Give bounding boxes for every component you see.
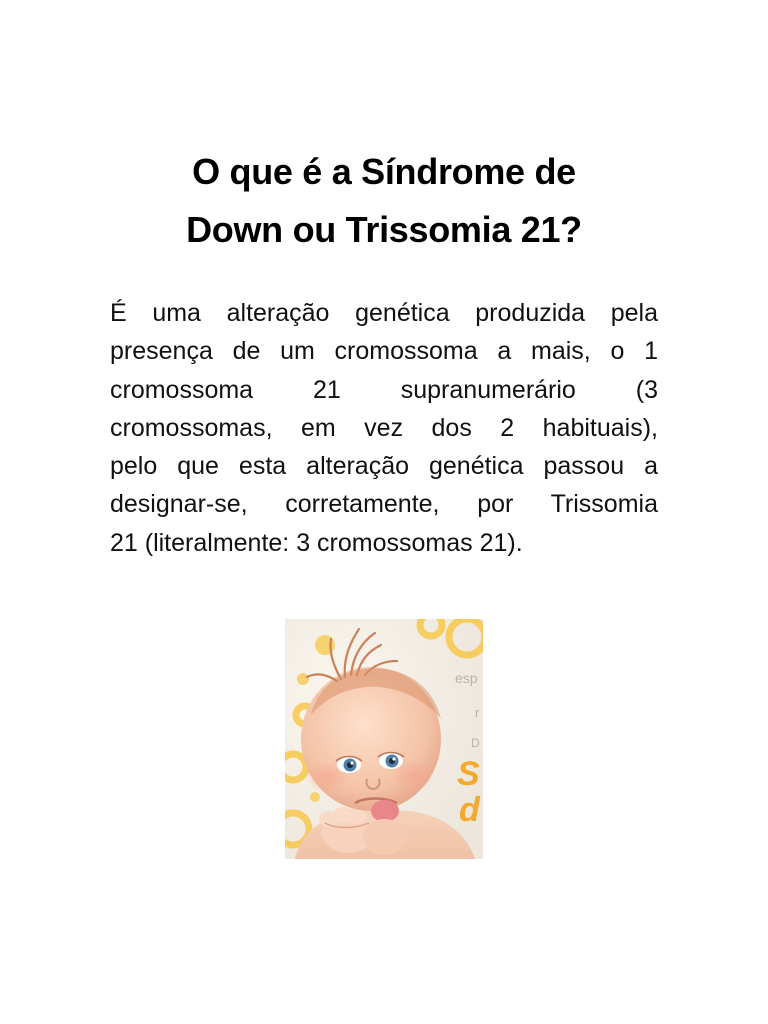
paragraph-line-5: pelo que esta alteração genética passou a xyxy=(110,452,658,481)
poster-text-fragment-5: d xyxy=(459,791,480,829)
title-line-1: O que é a Síndrome de xyxy=(192,151,576,192)
baby-photo xyxy=(285,619,483,859)
title-line-2: Down ou Trissomia 21? xyxy=(186,209,582,250)
page-title xyxy=(110,143,658,259)
body-paragraph xyxy=(110,294,658,562)
paragraph-line-7: 21 (literalmente: 3 cromossomas 21). xyxy=(110,528,523,557)
paragraph-line-6: designar-se, corretamente, por Trissomia xyxy=(110,490,658,519)
paragraph-line-1: É uma alteração genética produzida pela xyxy=(110,299,658,327)
paragraph-line-4: cromossomas, em vez dos 2 habituais), xyxy=(110,413,658,442)
paragraph-line-2: presença de um cromossoma a mais, o 1 xyxy=(110,337,658,366)
poster-text-fragment-2: r xyxy=(475,705,480,720)
poster-text-fragment-4: S xyxy=(457,755,480,793)
paragraph-line-3: cromossoma 21 supranumerário (3 xyxy=(110,375,658,404)
poster-text-fragment-3: D xyxy=(471,736,480,750)
baby-tongue xyxy=(371,800,399,822)
poster-text-fragment-1: esp xyxy=(455,670,478,686)
